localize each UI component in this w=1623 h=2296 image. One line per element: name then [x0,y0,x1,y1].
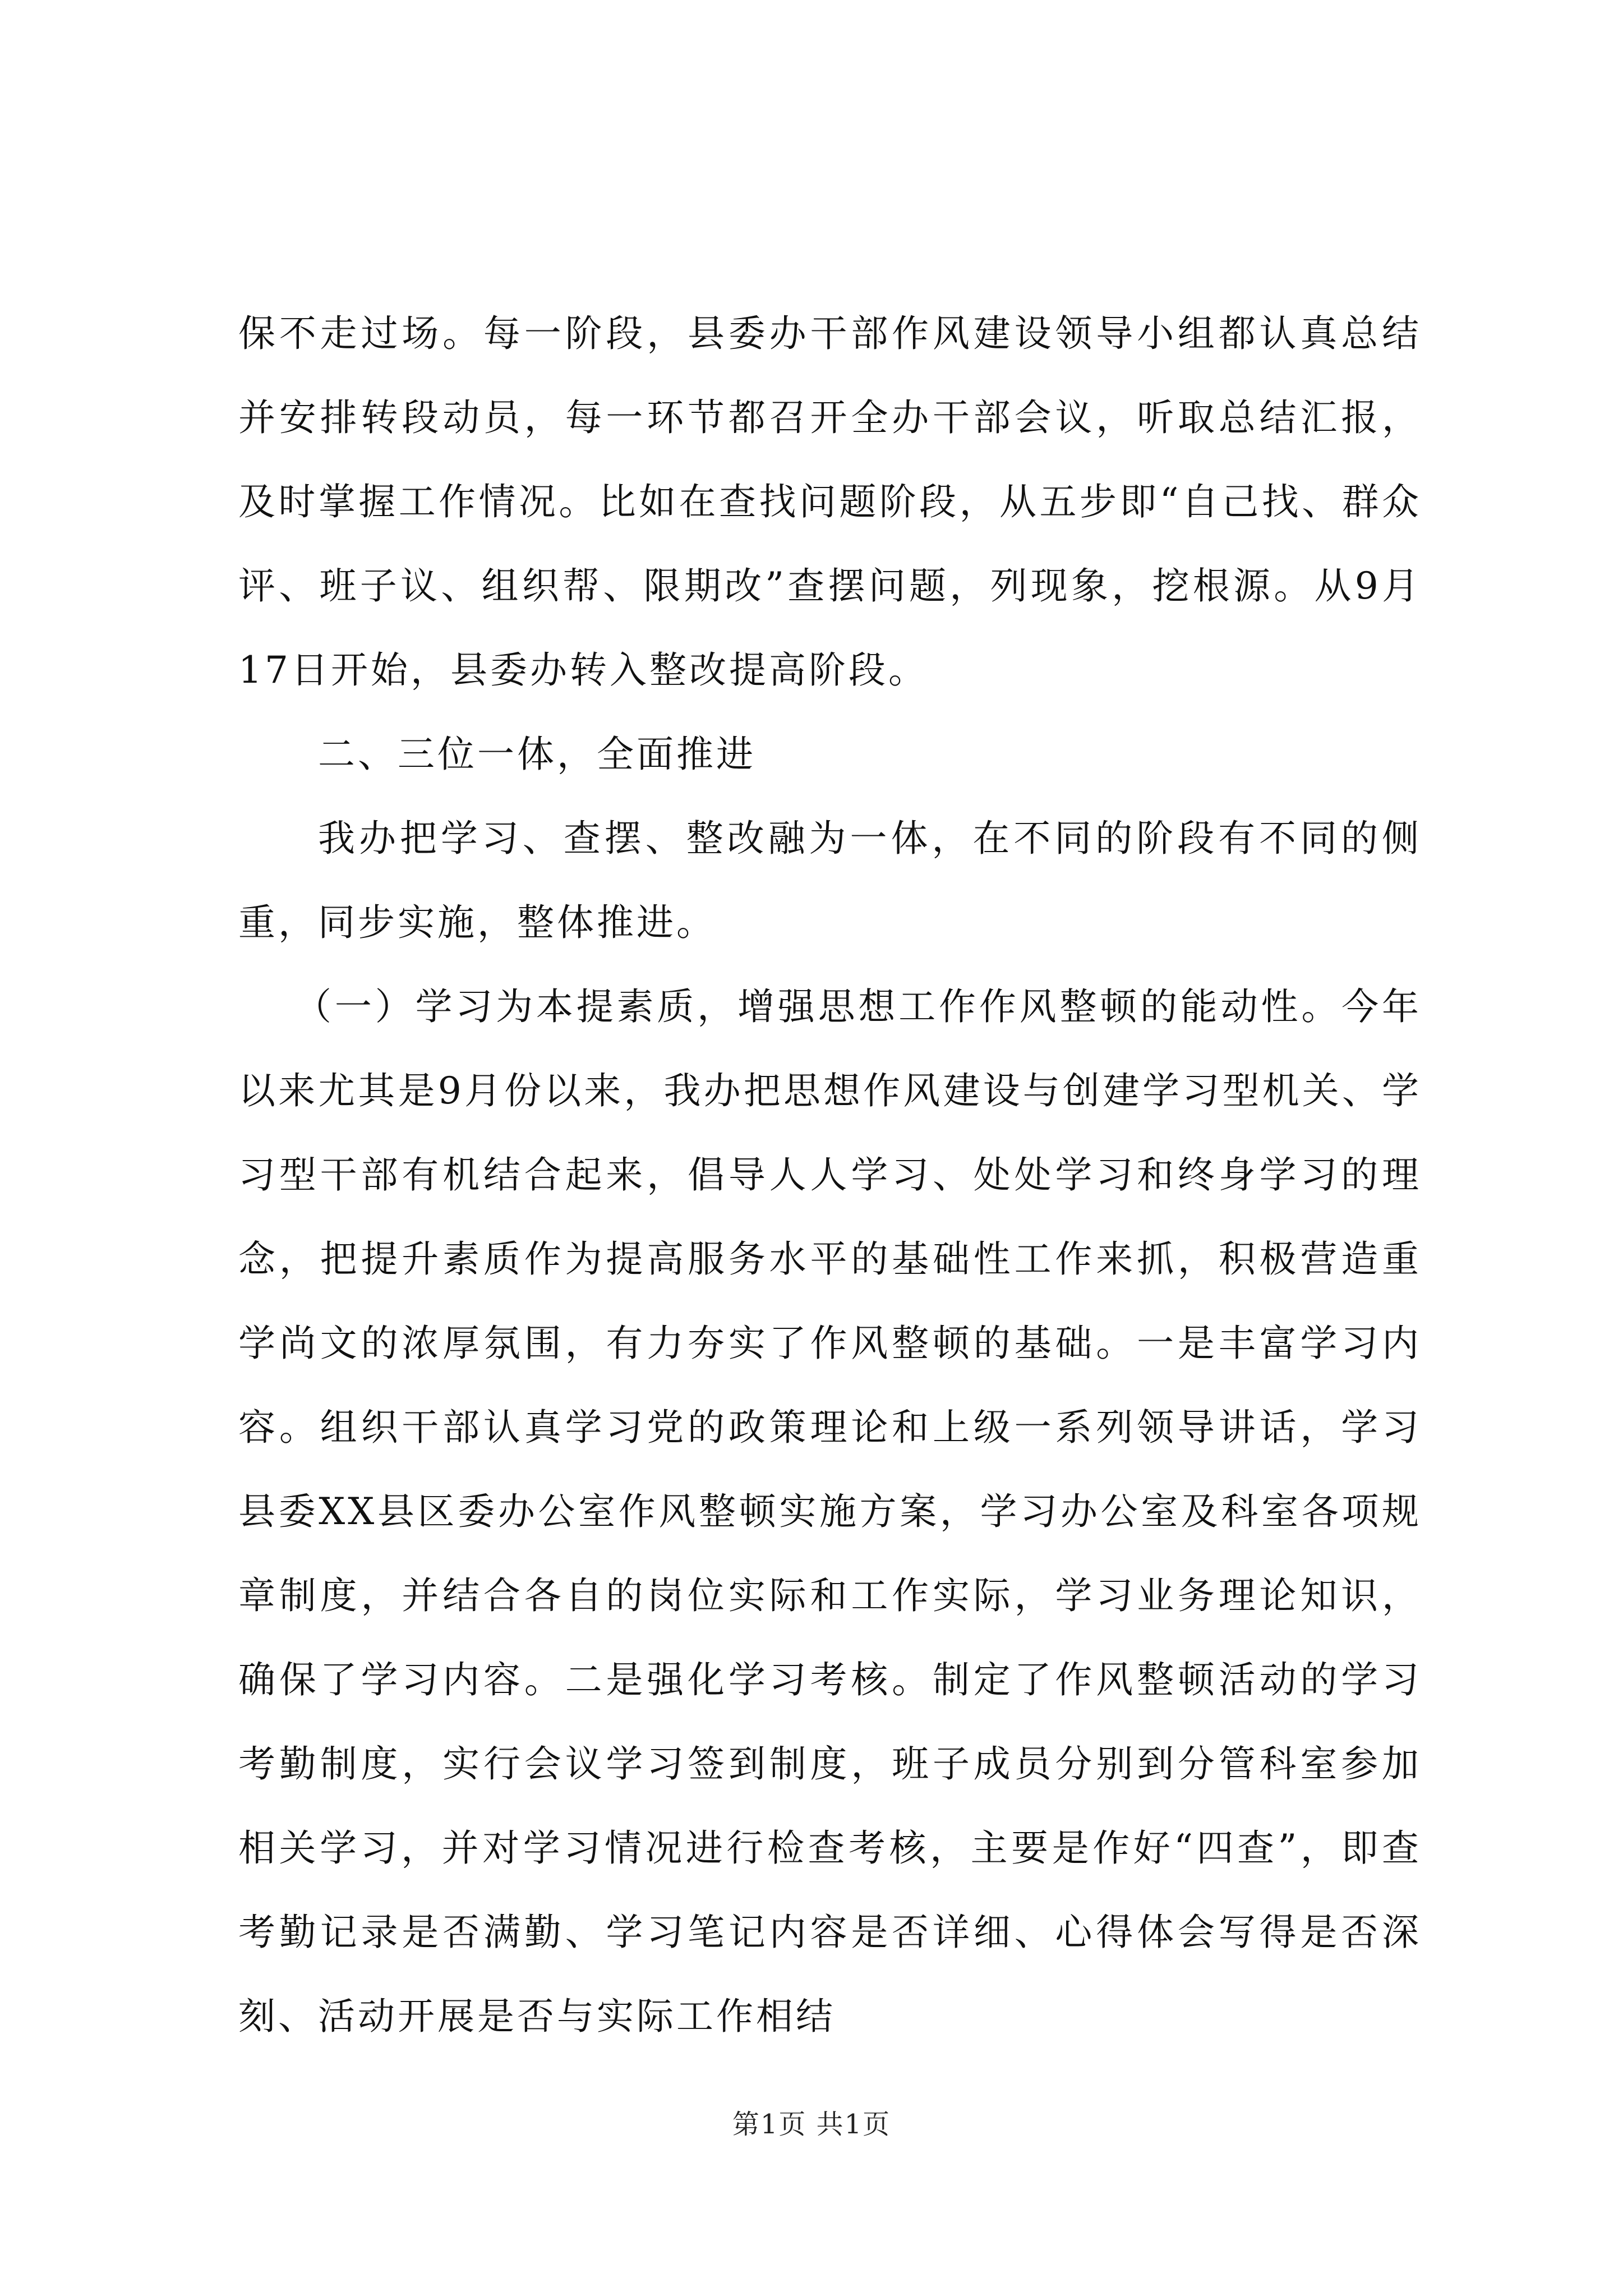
paragraph-intro: 我办把学习、查摆、整改融为一体，在不同的阶段有不同的侧重，同步实施，整体推进。 [238,817,1422,944]
page-number-footer: 第1页 共1页 [732,2109,891,2140]
paragraph-study: （一）学习为本提素质，增强思想工作作风整顿的能动性。今年以来尤其是9月份以来，我办把思想作风建设与创建学习型机关、学习型干部有机结合起来，倡导人人学习、处处学习和终身学习的理念，把提升素质作为提高服务水平的基础性工作来抓，积极营造重学尚文的浓厚氛围，有力夯实了作风整顿的基础。一是丰富学习内容。组织干部认真学习党的政策理论和上级一系列领导讲话，学习县委XX县区委办公室作风整顿实施方案，学习办公室及科室各项规章制度，并结合各自的岗位实际和工作实际，学习业务理论知识，确保了学习内容。二是强化学习考核。制定了作风整顿活动的学习考勤制度，实行会议学习签到制度，班子成员分别到分管科室参加相关学习，并对学习情况进行检查考核，主要是作好“四查”，即查考勤记录是否满勤、学习笔记内容是否详细、心得体会写得是否深刻、活动开展是否与实际工作相结 [238,985,1422,2038]
section-heading: 二、三位一体，全面推进 [318,733,756,776]
document-body [238,292,1422,2059]
paragraph-continuation: 保不走过场。每一阶段，县委办干部作风建设领导小组都认真总结并安排转段动员，每一环节都召开全办干部会议，听取总结汇报，及时掌握工作情况。比如在查找问题阶段，从五步即“自己找、群众评、班子议、组织帮、限期改”查摆问题，列现象，挖根源。从9月17日开始，县委办转入整改提高阶段。 [238,312,1422,692]
